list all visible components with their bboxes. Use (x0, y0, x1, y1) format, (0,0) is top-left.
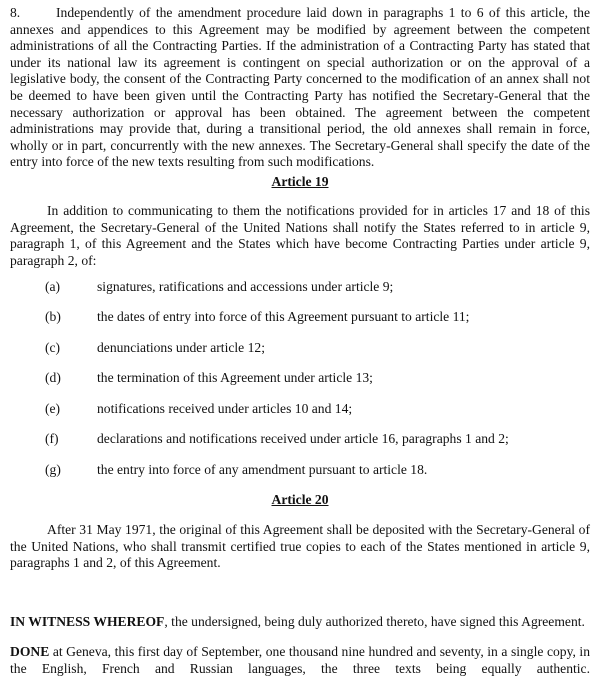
list-item (10, 279, 590, 296)
list-item (10, 462, 590, 479)
article-19-heading-text: Article 19 (271, 174, 329, 189)
article-19-heading (10, 174, 590, 191)
list-item-text: the entry into force of any amendment pursuant to article 18. (97, 461, 428, 477)
list-item-label: (f) (45, 431, 59, 447)
done-clause (10, 644, 590, 677)
list-item (10, 309, 590, 326)
paragraph-number: 8. (10, 5, 21, 20)
list-item-text: signatures, ratifications and accessions under article 9; (97, 279, 394, 294)
article-19-notification-list (10, 279, 590, 492)
list-item-text: denunciations under article 12; (97, 339, 265, 355)
done-text: at Geneva, this first day of September, one thousand nine hundred and seventy, in a single copy, in the English, French and Russian languages, the three texts being equally authentic. (10, 644, 590, 676)
witness-lead: IN WITNESS WHEREOF (10, 614, 165, 629)
list-item (10, 370, 590, 387)
article-19-intro: In addition to communicating to them the notifications provided for in articles 17 and 18 of this Agreement, the Secretary-General of the United Nations shall notify the States referred to in article 9, paragraph 1, of this Agreement and the States which have become Contracting Parties under article 9, paragraph 2, of: (10, 203, 590, 268)
list-item-label: (c) (45, 339, 61, 355)
list-item-text: notifications received under articles 10 and 14; (97, 400, 353, 416)
list-item-text: declarations and notifications received under article 16, paragraphs 1 and 2; (97, 431, 509, 447)
list-item-label: (e) (45, 400, 61, 416)
witness-clause (10, 614, 590, 631)
list-item-label: (a) (45, 279, 61, 294)
list-item-text: the dates of entry into force of this Agreement pursuant to article 11; (97, 309, 470, 325)
done-lead: DONE (10, 644, 50, 659)
list-item-label: (d) (45, 370, 61, 386)
list-item-label: (g) (45, 461, 61, 477)
list-item (10, 431, 590, 448)
paragraph-8-text: Independently of the amendment procedure laid down in paragraphs 1 to 6 of this article, the annexes and appendices to this Agreement may be modified by agreement between the competent administrations of all the Contracting Parties. If the administration of a Contracting Party has stated that under its national law its agreement is contingent on special authorization or on the approval of a legislative body, the consent of the Contracting Party concerned to the modification of an annex shall not be deemed to have been given until the Contracting Party has notified the Secretary-General that the necessary authorization or approval has been obtained. The agreement between the competent administrations may provide that, during a transitional period, the old annexes shall remain in force, wholly or in part, concurrently with the new annexes. The Secretary-General shall specify the date of the entry into force of the new texts resulting from such modifications. (10, 5, 590, 170)
article-20-text: After 31 May 1971, the original of this Agreement shall be deposited with the Secretary-General of the United Nations, who shall transmit certified true copies to each of the States mentioned in article 9, paragraphs 1 and 2, of this Agreement. (10, 522, 590, 571)
list-item-label: (b) (45, 309, 61, 325)
witness-text: , the undersigned, being duly authorized thereto, have signed this Agreement. (164, 614, 585, 629)
paragraph-8 (10, 5, 590, 171)
article-20-heading (10, 492, 590, 509)
article-20-heading-text: Article 20 (271, 492, 329, 507)
list-item-text: the termination of this Agreement under article 13; (97, 370, 373, 386)
list-item (10, 401, 590, 418)
list-item (10, 340, 590, 357)
